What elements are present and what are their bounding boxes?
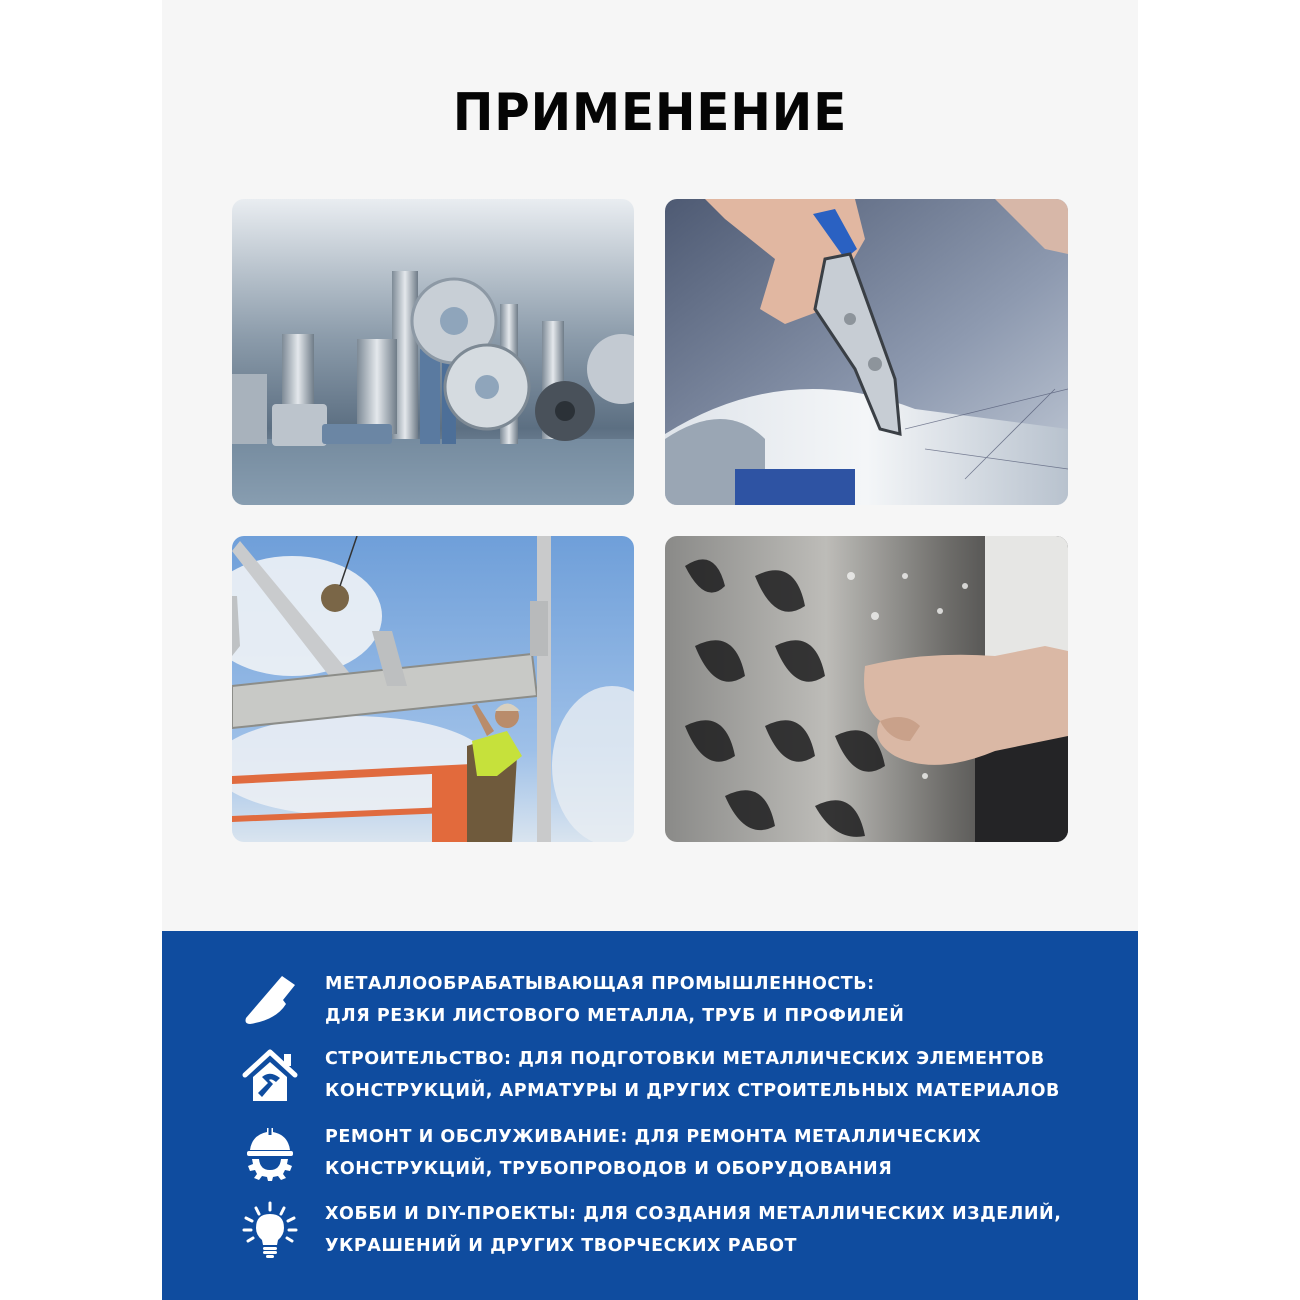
application-line-1: ХОББИ И DIY-ПРОЕКТЫ: ДЛЯ СОЗДАНИЯ МЕТАЛЛИЧЕСКИХ ИЗДЕЛИЙ,: [325, 1204, 1062, 1224]
application-item-repair: [162, 1121, 1138, 1191]
application-text: [325, 1121, 1125, 1185]
application-line-2: КОНСТРУКЦИЙ, АРМАТУРЫ И ДРУГИХ СТРОИТЕЛЬНЫХ МАТЕРИАЛОВ: [325, 1081, 1060, 1101]
application-item-hobby-diy: [162, 1198, 1138, 1268]
application-line-2: ДЛЯ РЕЗКИ ЛИСТОВОГО МЕТАЛЛА, ТРУБ И ПРОФИЛЕЙ: [325, 1006, 905, 1026]
photo-sheet-metal-cutting: [665, 199, 1068, 505]
page-title: ПРИМЕНЕНИЕ: [452, 83, 848, 143]
helmet-gear-icon: [240, 1123, 300, 1183]
photo-construction-steel-beam: [232, 536, 634, 842]
application-card: [162, 0, 1138, 1300]
knife-icon: [240, 970, 300, 1030]
applications-panel: [162, 931, 1138, 1300]
lightbulb-icon: [240, 1200, 300, 1260]
application-item-metalworking: [162, 968, 1138, 1038]
application-line-2: КОНСТРУКЦИЙ, ТРУБОПРОВОДОВ И ОБОРУДОВАНИЯ: [325, 1159, 893, 1179]
photo-metalworking-tools: [232, 199, 634, 505]
application-line-1: СТРОИТЕЛЬСТВО: ДЛЯ ПОДГОТОВКИ МЕТАЛЛИЧЕСКИХ ЭЛЕМЕНТОВ: [325, 1049, 1045, 1069]
application-line-1: МЕТАЛЛООБРАБАТЫВАЮЩАЯ ПРОМЫШЛЕННОСТЬ:: [325, 974, 875, 994]
application-text: [325, 968, 1125, 1032]
application-line-1: РЕМОНТ И ОБСЛУЖИВАНИЕ: ДЛЯ РЕМОНТА МЕТАЛЛИЧЕСКИХ: [325, 1127, 982, 1147]
application-text: [325, 1043, 1125, 1107]
photo-decorative-metal-panel: [665, 536, 1068, 842]
application-item-construction: [162, 1043, 1138, 1113]
application-text: [325, 1198, 1125, 1262]
house-hammer-icon: [240, 1045, 300, 1105]
application-line-2: УКРАШЕНИЙ И ДРУГИХ ТВОРЧЕСКИХ РАБОТ: [325, 1236, 798, 1256]
